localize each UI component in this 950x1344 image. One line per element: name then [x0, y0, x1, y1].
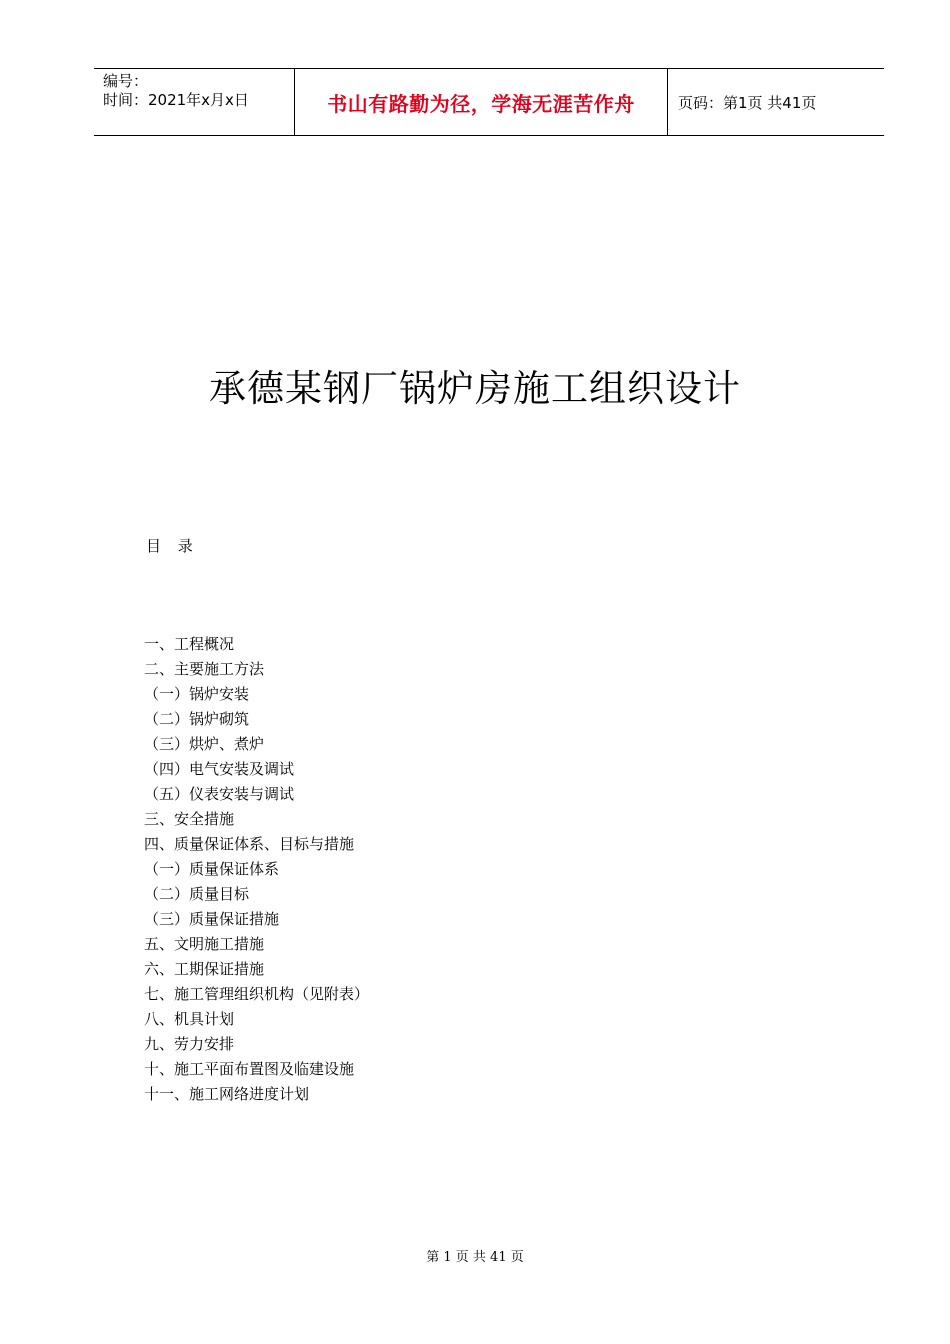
- header-meta: [94, 69, 295, 135]
- toc-item: 一、工程概况: [144, 635, 235, 653]
- toc-item: （二）锅炉砌筑: [144, 710, 250, 728]
- toc-item: （三）质量保证措施: [144, 910, 280, 928]
- document-header: [94, 68, 884, 136]
- toc-item: （二）质量目标: [144, 885, 250, 903]
- toc-item: 七、施工管理组织机构（见附表）: [144, 985, 370, 1003]
- document-number-label: 编号：: [103, 72, 149, 90]
- header-motto-cell: [295, 69, 668, 135]
- toc-item: 五、文明施工措施: [144, 935, 265, 953]
- footer-page-number: 第 1 页 共 41 页: [426, 1250, 524, 1265]
- toc-heading: 目 录: [146, 537, 199, 555]
- header-page-cell: [668, 69, 884, 135]
- header-motto: 书山有路勤为径，学海无涯苦作舟: [327, 91, 635, 116]
- toc-item: （一）锅炉安装: [144, 685, 250, 703]
- table-of-contents: [144, 632, 369, 1107]
- toc-item: 十、施工平面布置图及临建设施: [144, 1060, 355, 1078]
- toc-item: 九、劳力安排: [144, 1035, 235, 1053]
- toc-item: 八、机具计划: [144, 1010, 235, 1028]
- toc-item: 十一、施工网络进度计划: [144, 1085, 310, 1103]
- toc-item: 二、主要施工方法: [144, 660, 265, 678]
- document-title: 承德某钢厂锅炉房施工组织设计: [209, 367, 741, 410]
- document-time-label: 时间：2021年x月x日: [103, 91, 249, 109]
- page-footer: [0, 1246, 950, 1265]
- toc-item: （四）电气安装及调试: [144, 760, 295, 778]
- header-page-label: 页码：第1页 共41页: [678, 93, 817, 112]
- toc-item: 四、质量保证体系、目标与措施: [144, 835, 355, 853]
- toc-item: （五）仪表安装与调试: [144, 785, 295, 803]
- toc-item: （三）烘炉、煮炉: [144, 735, 265, 753]
- toc-item: 三、安全措施: [144, 810, 235, 828]
- toc-item: 六、工期保证措施: [144, 960, 265, 978]
- toc-item: （一）质量保证体系: [144, 860, 280, 878]
